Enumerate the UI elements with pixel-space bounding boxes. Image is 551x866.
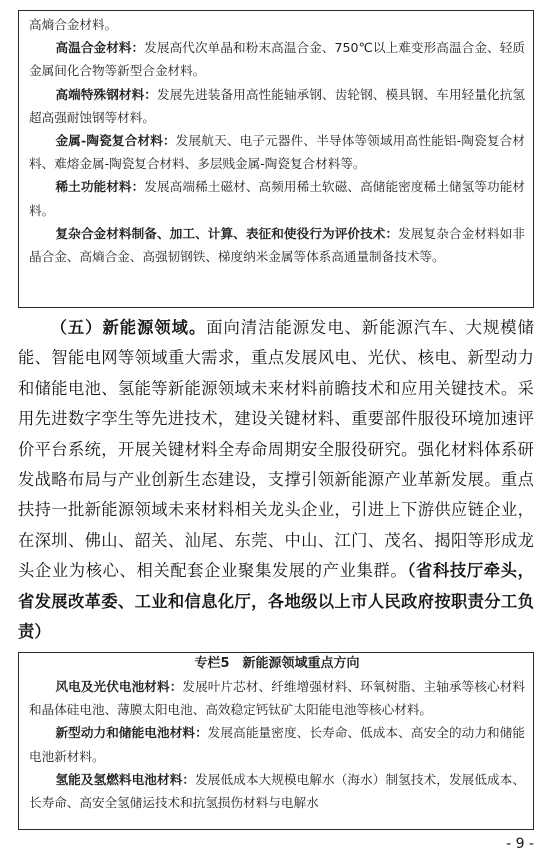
box-item [29,222,525,268]
item-text: 发展航天、电子元器件、半导体等领域用高性能铝-陶瓷复合材料、难熔金属-陶瓷复合材料、多层贱金属-陶瓷复合材料等。 [29,133,526,172]
page-number: - 9 - [506,836,534,852]
box-item [29,36,525,82]
item-title: 金属-陶瓷复合材料： [55,133,176,149]
item-title: 高温合金材料： [55,40,145,56]
box-lead-text: 高熵合金材料。 [29,17,118,32]
item-text: 发展高代次单晶和粉末高温合金、750℃以上难变形高温合金、轻质金属间化合物等新型合金材料。 [29,40,525,79]
box-item [29,175,525,221]
box-item [29,768,525,814]
item-title: 风电及光伏电池材料： [55,679,183,694]
new-energy-box [18,652,534,830]
box-item [29,129,525,175]
box-item [29,675,525,721]
box-item [29,721,525,767]
item-text: 发展叶片芯材、纤维增强材料、环氧树脂、主轴承等核心材料和晶体硅电池、薄膜太阳电池、高效稳定钙钛矿太阳能电池等核心材料。 [29,679,526,718]
item-title: 稀土功能材料： [55,179,145,195]
materials-box [18,10,534,308]
item-text: 发展先进装备用高性能轴承钢、齿轮钢、模具钢、车用轻量化抗氢超高强耐蚀钢等材料。 [29,86,526,125]
item-title: 氢能及氢燃料电池材料： [55,771,196,787]
item-title: 复杂合金材料制备、加工、计算、表征和使役行为评价技术： [55,225,399,241]
section-heading: （五）新能源领域。 [50,318,207,337]
responsibility-note: （省科技厅牵头，省发展改革委、工业和信息化厅，各地级以上市人民政府按职责分工负责） [18,561,534,642]
item-text: 发展低成本大规模电解水（海水）制氢技术，发展低成本、长寿命、高安全氢储运技术和抗氢损伤材料与电解水 [29,771,526,811]
box-item [29,83,525,129]
item-text: 发展高能量密度、长寿命、低成本、高安全的动力和储能电池新材料。 [29,725,526,764]
item-title: 高端特殊钢材料： [55,86,157,102]
box-title: 专栏5 新能源领域重点方向 [194,656,360,671]
item-text: 发展高端稀土磁材、高频用稀土软磁、高储能密度稀土储氢等功能材料。 [29,179,526,218]
section-text: 面向清洁能源发电、新能源汽车、大规模储能、智能电网等领域重大需求，重点发展风电、光伏、核电、新型动力和储能电池、氢能等新能源领域未来材料前瞻技术和应用关键技术。采用先进数字孪生等先进技术，建设关键材料、重要部件服役环境加速评价平台系统，开展关键材料全寿命周期安全服役研究。强化材料体系研发战略布局与产业创新生态建设，支撑引领新能源产业革新发展。重点扶持一批新能源领域未来材料相关龙头企业，引进上下游供应链企业，在深圳、佛山、韶关、汕尾、东莞、中山、江门、茂名、揭阳等形成龙头企业为核心、相关配套企业聚集发展的产业集群。 [18,318,534,581]
item-text: 发展复杂合金材料如非晶合金、高熵合金、高强韧钢铁、梯度纳米金属等体系高通量制备技术等。 [29,225,526,265]
section-paragraph [18,313,534,647]
item-title: 新型动力和储能电池材料： [55,725,208,741]
